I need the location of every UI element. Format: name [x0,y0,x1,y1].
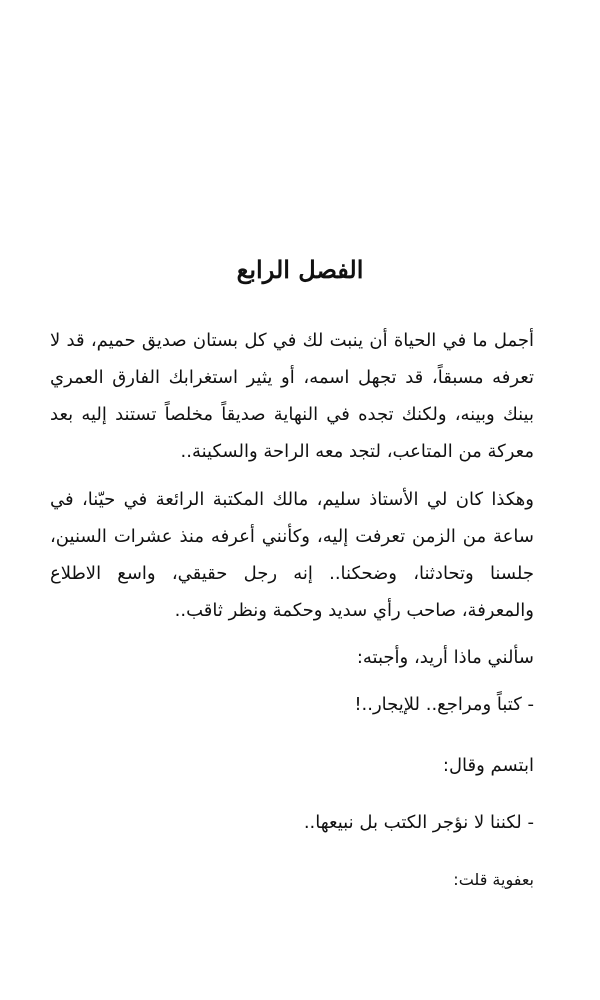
dialogue-line: ابتسم وقال: [442,755,534,776]
chapter-body [50,322,534,898]
dialogue-line: - لكننا لا نؤجر الكتب بل نبيعها.. [303,812,534,833]
chapter-title: الفصل الرابع [236,255,364,284]
dialogue-line: - كتباً ومراجع.. للإيجار..! [354,694,534,715]
paragraph: أجمل ما في الحياة أن ينبت لك في كل بستان صديق حميم، قد لا تعرفه مسبقاً، قد تجهل اسمه، أو يثير استغرابك الفارق العمري بينك وبينه، ولكنك تجده في النهاية صديقاً مخلصاً تستند إليه بعد معركة من المتاعب، لتجد معه الراحة والسكينة.. [50,330,534,462]
dialogue-line: سألني ماذا أريد، وأجبته: [356,647,534,668]
paragraph: وهكذا كان لي الأستاذ سليم، مالك المكتبة الرائعة في حيّنا، في ساعة من الزمن تعرفت إليه، وكأنني أعرفه منذ عشرات السنين، جلسنا وتحادثنا، وضحكنا.. إنه رجل حقيقي، واسع الاطلاع والمعرفة، صاحب رأي سديد وحكمة ونظر ثاقب.. [50,489,534,621]
dialogue-line: بعفوية قلت: [453,870,534,889]
